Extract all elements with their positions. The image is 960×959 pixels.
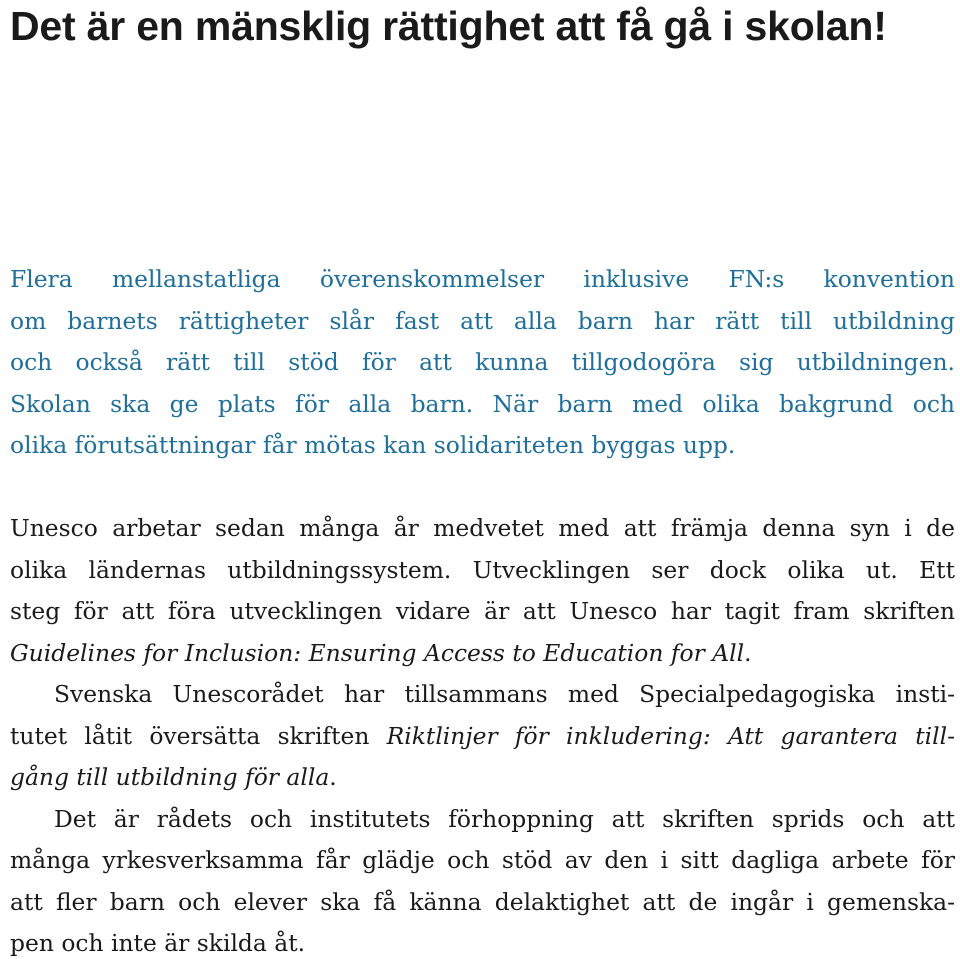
- intro-line: och också rätt till stöd för att kunna tillgodogöra sig utbildningen.: [10, 348, 955, 376]
- intro-line: olika förutsättningar får mötas kan solidariteten byggas upp.: [10, 431, 736, 459]
- riktlinjer-title: Riktlinjer för inkludering: Att garantera till-: [386, 721, 955, 750]
- period: .: [329, 763, 337, 791]
- body-line: att fler barn och elever ska få känna delaktighet att de ingår i gemenska-: [10, 887, 955, 916]
- period: .: [744, 638, 752, 667]
- body-line: Svenska Unescorådet har tillsammans med Specialpedagogiska insti-: [54, 680, 955, 708]
- body-line: många yrkesverksamma får glädje och stöd av den i sitt dagliga arbete för: [10, 846, 955, 874]
- body-text: [10, 508, 955, 959]
- body-line: olika ländernas utbildningssystem. Utvecklingen ser dock olika ut. Ett: [10, 555, 955, 584]
- riktlinjer-title-end: gång till utbildning för alla: [10, 763, 330, 791]
- intro-line: om barnets rättigheter slår fast att alla barn har rätt till utbildning: [10, 306, 955, 335]
- body-line: steg för att föra utvecklingen vidare är att Unesco har tagit fram skriften: [10, 597, 955, 625]
- paragraph-unescoradet: [10, 674, 955, 799]
- body-line: [10, 757, 955, 799]
- body-line: Unesco arbetar sedan många år medvetet med att främja denna syn i de: [10, 514, 955, 542]
- paragraph-hope: [10, 799, 955, 959]
- intro-paragraph: [10, 259, 955, 467]
- intro-line: Flera mellanstatliga överenskommelser inklusive FN:s konvention: [10, 265, 955, 293]
- body-line: pen och inte är skilda åt.: [10, 929, 306, 957]
- body-line: Det är rådets och institutets förhoppning att skriften sprids och att: [54, 804, 955, 833]
- page-title: Det är en mänsklig rättighet att få gå i skolan!: [10, 3, 887, 49]
- body-line: [10, 716, 955, 758]
- body-line: [10, 633, 955, 675]
- guidelines-title: Guidelines for Inclusion: Ensuring Access to Education for All: [10, 638, 745, 667]
- line-text: tutet låtit översätta skriften: [10, 721, 387, 750]
- paragraph-unesco: [10, 508, 955, 674]
- intro-line: Skolan ska ge plats för alla barn. När barn med olika bakgrund och: [10, 389, 955, 418]
